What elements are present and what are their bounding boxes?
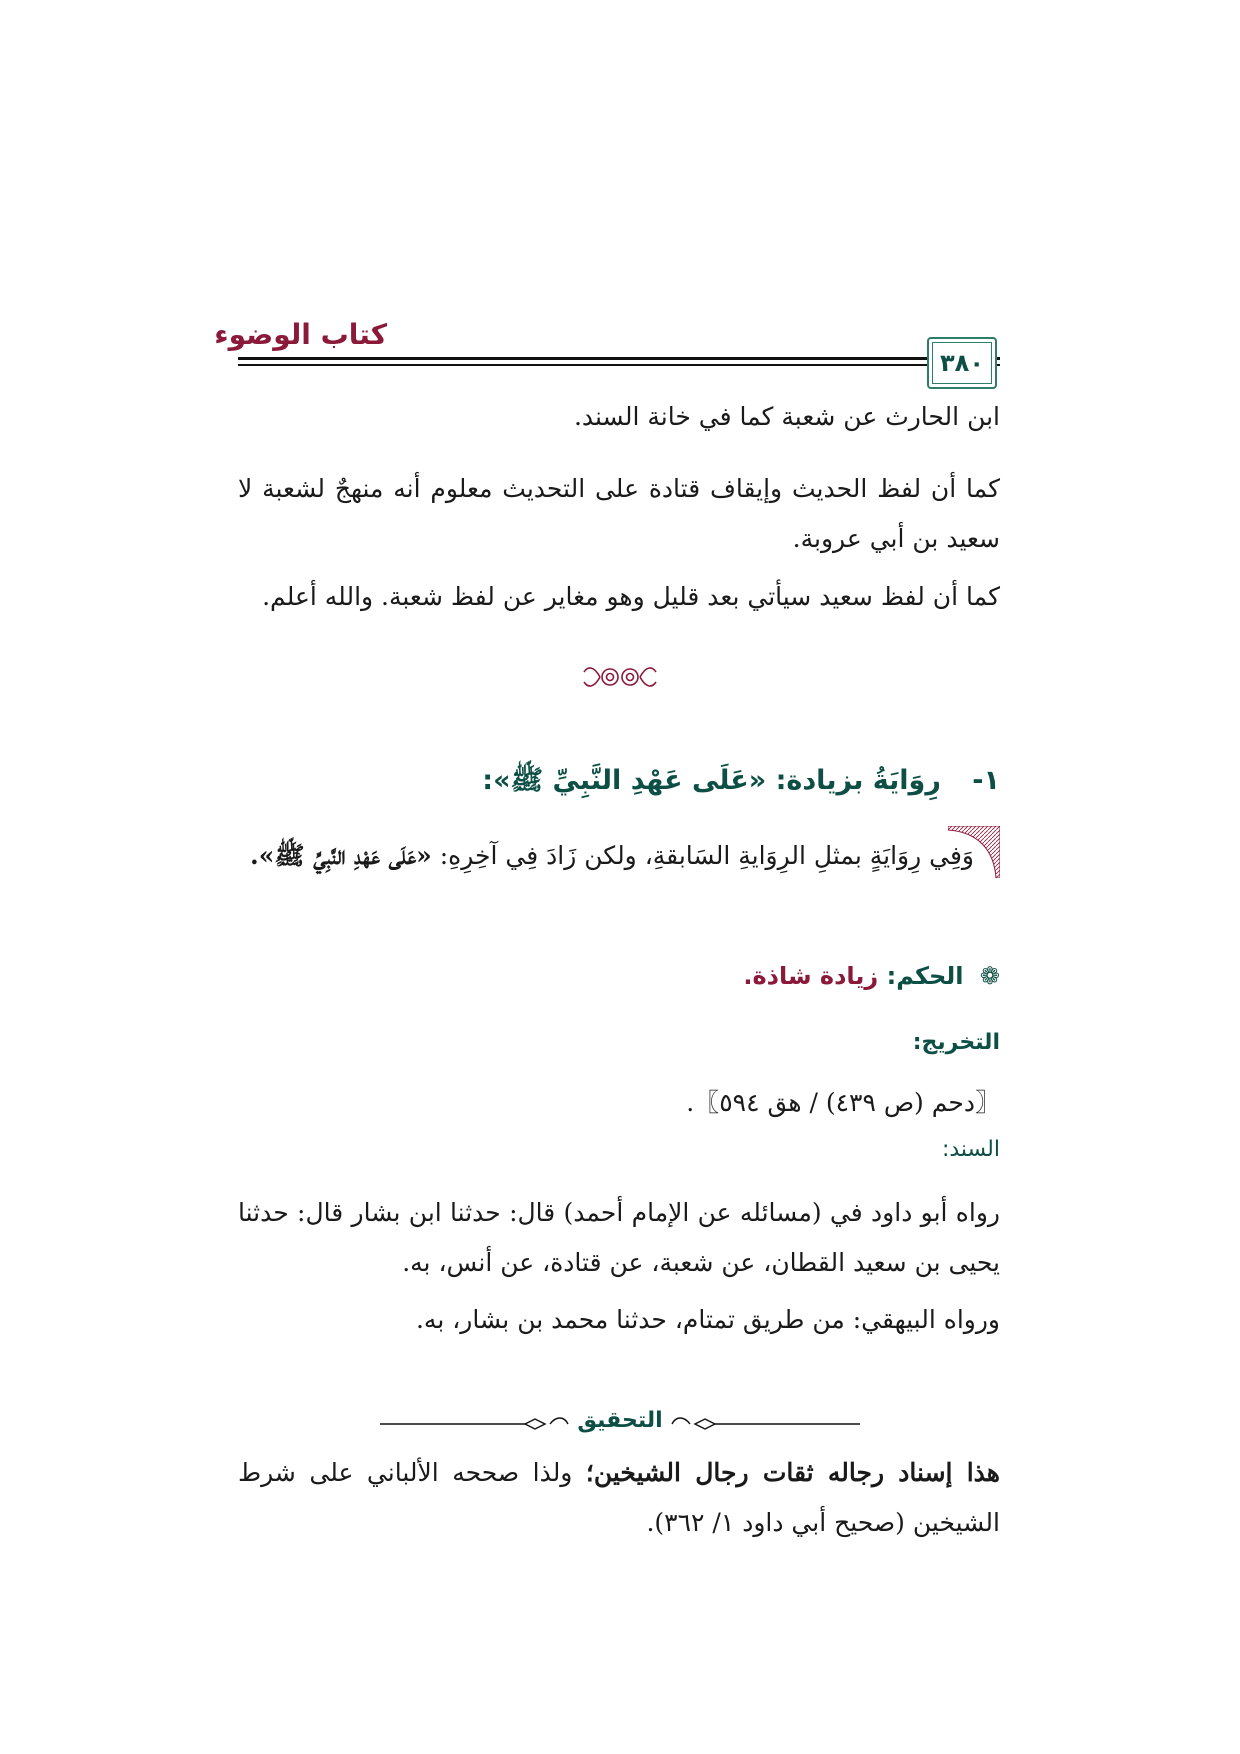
ruling-value: زيادة شاذة. — [743, 962, 879, 990]
ruling-line — [743, 962, 1000, 990]
narration-text — [238, 832, 974, 880]
intro-paragraph: كما أن لفظ سعيد سيأتي بعد قليل وهو مغاير عن لفظ شعبة. والله أعلم. — [262, 582, 1000, 611]
sanad-label: السند: — [941, 1137, 1000, 1162]
section-heading — [482, 763, 1000, 803]
header-rule — [238, 357, 1000, 360]
narration-quote: «عَلَى عَهْدِ النَّبِيِّ ﷺ». — [250, 841, 432, 870]
narration-lead: وَفِي رِوَايَةٍ بمثلِ الرِوَايةِ السَابقةِ، ولكن زَادَ فِي آخِرِهِ: — [439, 841, 974, 870]
tahqiq-rest: ولذا صححه الألباني على شرط الشيخين (صحيح أبي داود ١/ ٣٦٢). — [238, 1458, 1000, 1537]
ruling-label: الحكم: — [886, 962, 964, 990]
intro-line: ابن الحارث عن شعبة كما في خانة السند. — [573, 402, 1000, 431]
takhrij-value: 〖دحم (ص ٤٣٩) / هق ٥٩٤〗. — [686, 1088, 1000, 1117]
flourish-ornament-icon — [580, 660, 660, 694]
tahqiq-paragraph — [238, 1448, 1000, 1548]
sanad-paragraph: ورواه البيهقي: من طريق تمتام، حدثنا محمد بن بشار، به. — [415, 1305, 1000, 1334]
tahqiq-bold: هذا إسناد رجاله ثقات رجال الشيخين؛ — [585, 1458, 1000, 1487]
takhrij-label: التخريج: — [912, 1030, 1000, 1055]
section-number: ١- — [972, 765, 1000, 796]
header-rule-thin — [238, 364, 1000, 366]
book-title: كتاب الوضوء — [214, 318, 387, 351]
intro-paragraph: كما أن لفظ الحديث وإيقاف قتادة على التحديث معلوم أنه منهجٌ لشعبة لا سعيد بن أبي عروبة. — [238, 474, 1000, 553]
page-number: ٣٨٠ — [940, 349, 984, 377]
sanad-paragraph: رواه أبو داود في (مسائله عن الإمام أحمد) قال: حدثنا ابن بشار قال: حدثنا يحيى بن سعيد القطان، عن شعبة، عن قتادة، عن أنس، به. — [238, 1198, 1000, 1277]
tahqiq-label: التحقيق — [577, 1408, 663, 1433]
section-title: رِوَايَةُ بزيادة: «عَلَى عَهْدِ النَّبِيِّ ﷺ»: — [482, 765, 941, 796]
page-number-badge — [927, 337, 997, 389]
flower-icon: ❁ — [979, 962, 1000, 990]
